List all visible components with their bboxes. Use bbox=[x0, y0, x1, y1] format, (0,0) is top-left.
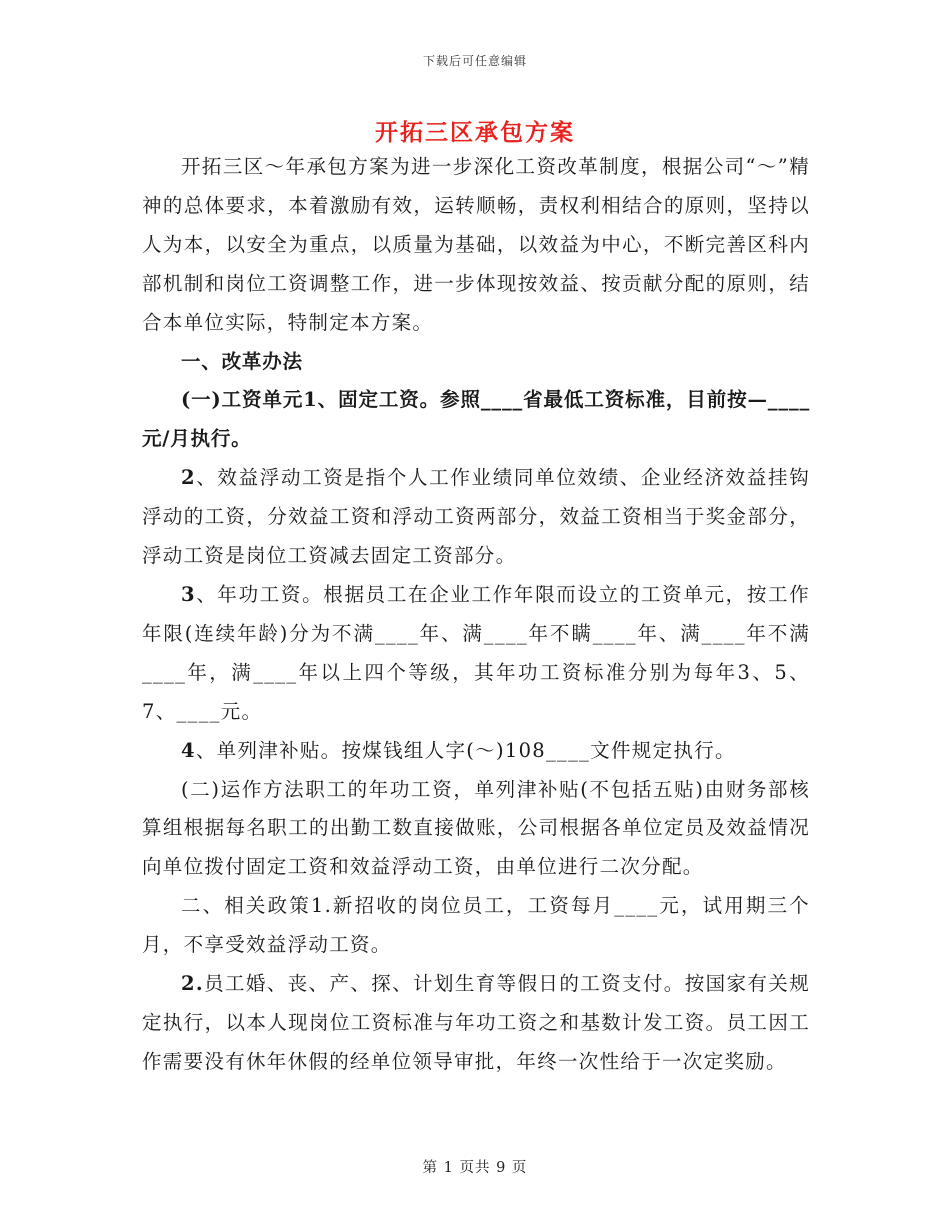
item-number: 4 bbox=[181, 738, 196, 762]
page-number-footer: 第 1 页共 9 页 bbox=[422, 1160, 528, 1176]
subsection-operation-method: (二)运作方法职工的年功工资，单列津补贴(不包括五贴)由财务部核算组根据每名职工的出勤工数直接做账，公司根据各单位定员及效益情况向单位拨付固定工资和效益浮动工资，由单位进行二次分配。 bbox=[142, 777, 810, 879]
item-text: 、效益浮动工资是指个人工作业绩同单位效绩、企业经济效益挂钩浮动的工资，分效益工资和浮动工资两部分，效益工资相当于奖金部分，浮动工资是岗位工资减去固定工资部分。 bbox=[142, 466, 810, 568]
section-related-policies: 二、相关政策1.新招收的岗位员工，工资每月____元，试用期三个月，不享受效益浮动工资。 bbox=[142, 894, 810, 957]
subsection-wage-units: (一)工资单元1、固定工资。参照____省最低工资标准，目前按—____元/月执行。 bbox=[142, 388, 810, 451]
paragraph-item-4 bbox=[142, 732, 810, 771]
paragraph-item-2 bbox=[142, 459, 810, 576]
item-text: 员工婚、丧、产、探、计划生育等假日的工资支付。按国家有关规定执行，以本人现岗位工资标准与年功工资之和基数计发工资。员工因工作需要没有休年休假的经单位领导审批，年终一次性给于一次定奖励。 bbox=[142, 972, 810, 1073]
item-number: 3 bbox=[181, 582, 196, 606]
paragraph-item-3 bbox=[142, 576, 810, 732]
item-number: 2 bbox=[181, 466, 196, 490]
document-title: 开拓三区承包方案 bbox=[375, 119, 575, 146]
item-text: 、年功工资。根据员工在企业工作年限而设立的工资单元，按工作年限(连续年龄)分为不满____年、满____年不瞒____年、满____年不满____年，满____年以上四个等级，其年功工资标准分别为每年3、5、7、____元。 bbox=[142, 582, 810, 723]
item-text: 、单列津补贴。按煤钱组人字(～)108____文件规定执行。 bbox=[195, 738, 736, 762]
document-body bbox=[142, 148, 810, 1082]
paragraph-policy-2 bbox=[142, 965, 810, 1082]
item-number: 2. bbox=[181, 972, 204, 996]
section-heading-reform: 一、改革办法 bbox=[181, 349, 303, 373]
intro-paragraph: 开拓三区～年承包方案为进一步深化工资改革制度，根据公司“～”精神的总体要求，本着激励有效，运转顺畅，责权利相结合的原则，坚持以人为本，以安全为重点，以质量为基础，以效益为中心，不断完善区科内部机制和岗位工资调整工作，进一步体现按效益、按贡献分配的原则，结合本单位实际，特制定本方案。 bbox=[142, 155, 810, 334]
header-note: 下载后可任意编辑 bbox=[422, 54, 527, 68]
